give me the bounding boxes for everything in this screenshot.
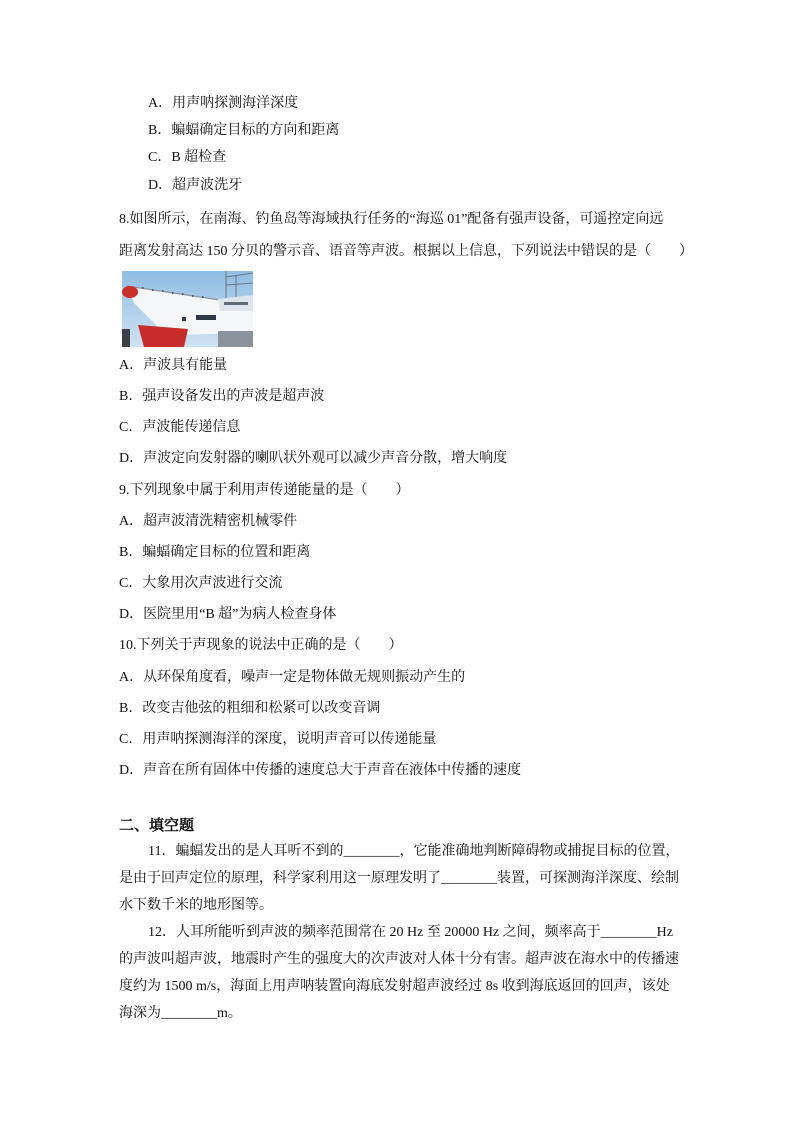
q8-stem-line-2: 距离发射高达 150 分贝的警示音、语音等声波。根据以上信息，下列说法中错误的是（ ） [119,244,693,259]
q8-option-a: A．声波具有能量 [119,358,228,373]
q8-option-b: B．强声设备发出的声波是超声波 [119,389,325,404]
q8-option-c: C．声波能传递信息 [119,420,241,435]
q12-line-4: 海深为________m。 [119,1006,242,1021]
q9-option-a: A．超声波清洗精密机械零件 [119,514,298,529]
q10-stem: 10.下列关于声现象的说法中正确的是（ ） [119,638,403,653]
q9-option-b: B．蝙蝠确定目标的位置和距离 [119,545,311,560]
q8-option-d: D．声波定向发射器的喇叭状外观可以减少声音分散，增大响度 [119,451,508,466]
q8-stem-line-1: 8.如图所示，在南海、钓鱼岛等海域执行任务的“海巡 01”配备有强声设备，可遥控定向远 [119,212,664,227]
q9-option-d: D．医院里用“B 超”为病人检查身体 [119,607,337,622]
q7-option-d: D．超声波洗牙 [148,178,243,193]
q10-option-b: B．改变吉他弦的粗细和松紧可以改变音调 [119,701,381,716]
q12-line-2: 的声波叫超声波，地震时产生的强度大的次声波对人体十分有害。超声波在海水中的传播速 [119,952,679,967]
q10-option-a: A．从环保角度看，噪声一定是物体做无规则振动产生的 [119,670,466,685]
q7-option-c: C．B 超检查 [148,150,227,165]
q7-option-a: A．用声呐探测海洋深度 [148,96,299,111]
q11-line-3: 水下数千米的地形图等。 [119,898,273,913]
q9-option-c: C．大象用次声波进行交流 [119,576,283,591]
q7-option-b: B．蝙蝠确定目标的方向和距离 [148,123,340,138]
q11-line-2: 是由于回声定位的原理，科学家利用这一原理发明了________装置，可探测海洋深度、绘制 [119,871,679,886]
q12-line-1: 12．人耳所能听到声波的频率范围常在 20 Hz 至 20000 Hz 之间，频率高于________Hz [148,925,673,940]
section-heading-fill-blank: 二、填空题 [119,818,195,834]
q10-option-d: D．声音在所有固体中传播的速度总大于声音在液体中传播的速度 [119,763,522,778]
q9-stem: 9.下列现象中属于利用声传递能量的是（ ） [119,483,410,498]
q11-line-1: 11．蝙蝠发出的是人耳听不到的________，它能准确地判断障碍物或捕捉目标的位置， [148,844,680,859]
q10-option-c: C．用声呐探测海洋的深度，说明声音可以传递能量 [119,732,437,747]
patrol-ship-photo [122,271,253,347]
q12-line-3: 度约为 1500 m/s，海面上用声呐装置向海底发射超声波经过 8s 收到海底返回的回声，该处 [119,979,670,994]
